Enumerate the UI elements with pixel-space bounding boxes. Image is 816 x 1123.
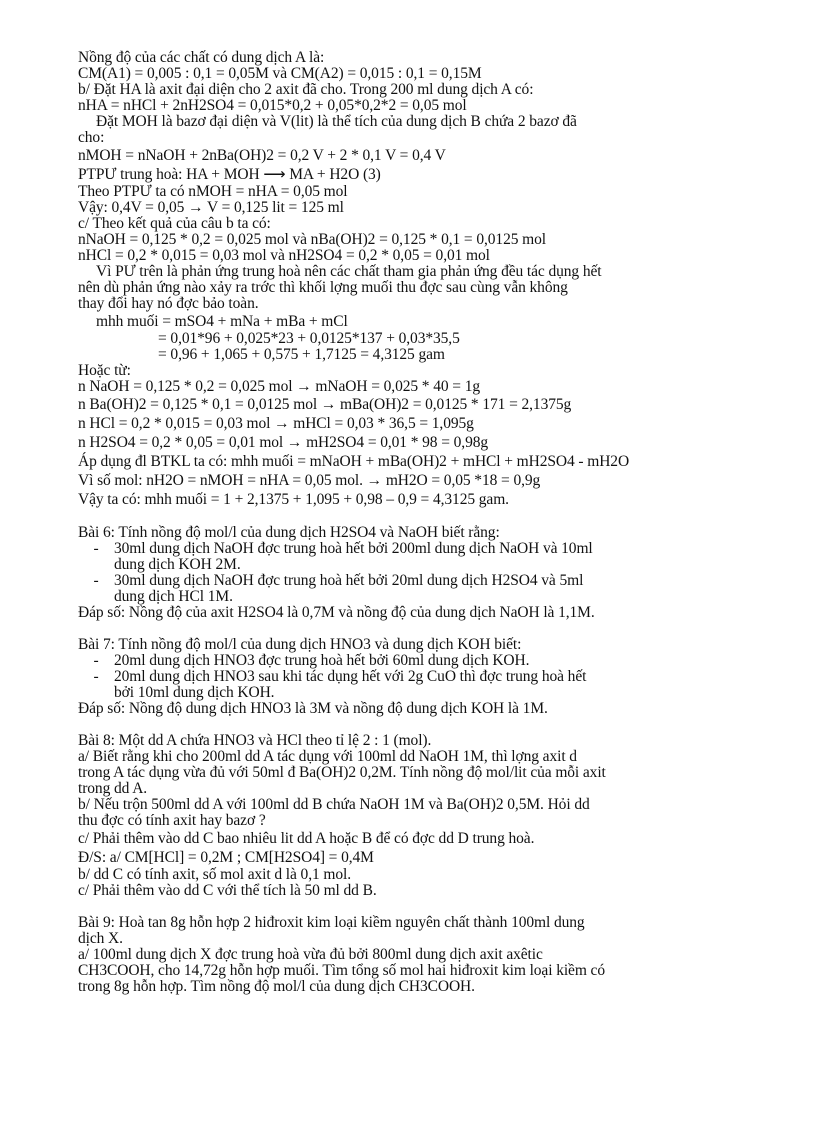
equation-line: CM(A1) = 0,005 : 0,1 = 0,05M và CM(A2) = 0,015 : 0,1 = 0,15M [78, 65, 482, 82]
text-line: Hoặc từ: [78, 362, 131, 379]
reaction-line: PTPƯ trung hoà: HA + MOH ⟶ MA + H2O (3) [78, 166, 381, 183]
equation-line: n NaOH = 0,125 * 0,2 = 0,025 mol → mNaOH = 0,025 * 40 = 1g [78, 378, 481, 395]
text-line: thay đổi hay nó đợc bảo toàn. [78, 295, 259, 312]
list-item: - 20ml dung dịch HNO3 đợc trung hoà hết bởi 60ml dung dịch KOH. [93, 652, 530, 669]
text-line: c/ Theo kết quả của câu b ta có: [78, 215, 271, 232]
exercise-7-title: Bài 7: Tính nồng độ mol/l của dung dịch HNO3 và dung dịch KOH biết: [78, 636, 522, 653]
text-line: Vì PƯ trên là phản ứng trung hoà nên các chất tham gia phản ứng đều tác dụng hết [96, 263, 602, 280]
equation-line: = 0,96 + 1,065 + 0,575 + 1,7125 = 4,3125 gam [158, 346, 445, 363]
list-item-continuation: dung dịch HCl 1M. [114, 588, 233, 605]
list-item: - 30ml dung dịch NaOH đợc trung hoà hết bởi 200ml dung dịch NaOH và 10ml [93, 540, 593, 557]
answer-line: Đ/S: a/ CM[HCl] = 0,2M ; CM[H2SO4] = 0,4M [78, 849, 374, 866]
list-item-continuation: bởi 10ml dung dịch KOH. [114, 684, 275, 701]
equation-line: = 0,01*96 + 0,025*23 + 0,0125*137 + 0,03*35,5 [158, 330, 460, 347]
text-line: b/ Đặt HA là axit đại diện cho 2 axit đã cho. Trong 200 ml dung dịch A có: [78, 81, 534, 98]
equation-line: mhh muối = mSO4 + mNa + mBa + mCl [96, 313, 348, 330]
text-line: Nồng độ của các chất có dung dịch A là: [78, 49, 325, 66]
answer-line: b/ dd C có tính axit, số mol axit d là 0,1 mol. [78, 866, 351, 883]
text-line: c/ Phải thêm vào dd C bao nhiêu lit dd A hoặc B để có đợc dd D trung hoà. [78, 830, 535, 847]
text-line: a/ Biết rằng khi cho 200ml dd A tác dụng với 100ml dd NaOH 1M, thì lợng axit d [78, 748, 577, 765]
text-line: thu đợc có tính axit hay bazơ ? [78, 812, 266, 829]
list-item-continuation: dung dịch KOH 2M. [114, 556, 241, 573]
equation-line: Vì số mol: nH2O = nMOH = nHA = 0,05 mol. → mH2O = 0,05 *18 = 0,9g [78, 472, 541, 489]
answer-line: Đáp số: Nồng độ của axit H2SO4 là 0,7M và nồng độ của dung dịch NaOH là 1,1M. [78, 604, 595, 621]
text-line: Vậy: 0,4V = 0,05 → V = 0,125 lit = 125 ml [78, 199, 344, 216]
document-page [78, 50, 758, 995]
text-line: nên dù phản ứng nào xảy ra trớc thì khối lợng muối thu đợc sau cùng vẫn không [78, 279, 568, 296]
text-line: Theo PTPƯ ta có nMOH = nHA = 0,05 mol [78, 183, 348, 200]
answer-line: c/ Phải thêm vào dd C với thể tích là 50 ml dd B. [78, 882, 377, 899]
text-line: cho: [78, 129, 105, 146]
exercise-8-title: Bài 8: Một dd A chứa HNO3 và HCl theo tỉ lệ 2 : 1 (mol). [78, 732, 432, 749]
text-line: a/ 100ml dung dịch X đợc trung hoà vừa đủ bởi 800ml dung dịch axit axêtic [78, 946, 543, 963]
equation-line: n H2SO4 = 0,2 * 0,05 = 0,01 mol → mH2SO4 = 0,01 * 98 = 0,98g [78, 434, 489, 451]
text-line: b/ Nếu trộn 500ml dd A với 100ml dd B chứa NaOH 1M và Ba(OH)2 0,5M. Hỏi dd [78, 796, 590, 813]
list-item: - 20ml dung dịch HNO3 sau khi tác dụng hết với 2g CuO thì đợc trung hoà hết [93, 668, 587, 685]
exercise-9-title: Bài 9: Hoà tan 8g hỗn hợp 2 hiđroxit kim loại kiềm nguyên chất thành 100ml dung [78, 914, 585, 931]
equation-line: nHCl = 0,2 * 0,015 = 0,03 mol và nH2SO4 = 0,2 * 0,05 = 0,01 mol [78, 247, 490, 264]
text-line: trong dd A. [78, 780, 148, 797]
text-line: trong 8g hỗn hợp. Tìm nồng độ mol/l của dung dịch CH3COOH. [78, 978, 475, 995]
answer-line: Đáp số: Nồng độ dung dịch HNO3 là 3M và nồng độ dung dịch KOH là 1M. [78, 700, 548, 717]
text-line: CH3COOH, cho 14,72g hỗn hợp muối. Tìm tổng số mol hai hiđroxit kim loại kiềm có [78, 962, 605, 979]
equation-line: Áp dụng đl BTKL ta có: mhh muối = mNaOH + mBa(OH)2 + mHCl + mH2SO4 - mH2O [78, 453, 630, 470]
text-line: dịch X. [78, 930, 123, 947]
list-item: - 30ml dung dịch NaOH đợc trung hoà hết bởi 20ml dung dịch H2SO4 và 5ml [93, 572, 584, 589]
text-line: Đặt MOH là bazơ đại diện và V(lit) là thể tích của dung dịch B chứa 2 bazơ đã [96, 113, 577, 130]
text-line: trong A tác dụng vừa đủ với 50ml đ Ba(OH)2 0,2M. Tính nồng độ mol/lit của mỗi axit [78, 764, 606, 781]
equation-line: n HCl = 0,2 * 0,015 = 0,03 mol → mHCl = 0,03 * 36,5 = 1,095g [78, 415, 474, 432]
exercise-6-title: Bài 6: Tính nồng độ mol/l của dung dịch H2SO4 và NaOH biết rằng: [78, 524, 500, 541]
equation-line: n Ba(OH)2 = 0,125 * 0,1 = 0,0125 mol → mBa(OH)2 = 0,0125 * 171 = 2,1375g [78, 396, 572, 413]
equation-line: nMOH = nNaOH + 2nBa(OH)2 = 0,2 V + 2 * 0,1 V = 0,4 V [78, 147, 446, 164]
equation-line: nNaOH = 0,125 * 0,2 = 0,025 mol và nBa(OH)2 = 0,125 * 0,1 = 0,0125 mol [78, 231, 546, 248]
equation-line: nHA = nHCl + 2nH2SO4 = 0,015*0,2 + 0,05*0,2*2 = 0,05 mol [78, 97, 467, 114]
equation-line: Vậy ta có: mhh muối = 1 + 2,1375 + 1,095 + 0,98 – 0,9 = 4,3125 gam. [78, 491, 509, 508]
